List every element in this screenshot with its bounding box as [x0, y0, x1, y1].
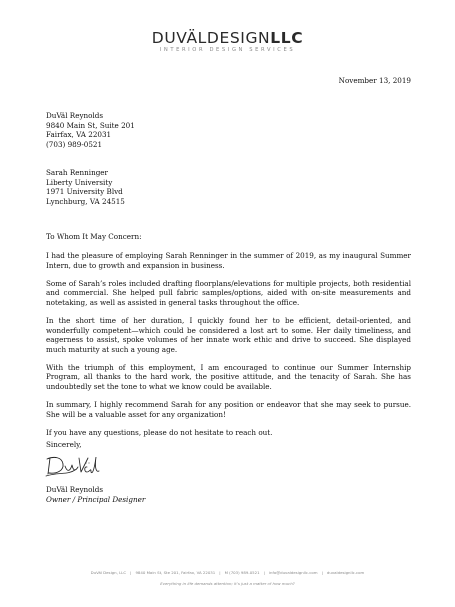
footer-email: info@duvaldesignllc.com	[268, 570, 318, 575]
body-paragraph: I had the pleasure of employing Sarah Renninger in the summer of 2019, as my inaugural Summer Intern, due to growth and expansion in business.	[46, 251, 411, 270]
brand-tagline: INTERIOR DESIGN SERVICES	[159, 47, 296, 53]
footer-website: duvaldesignllc.com	[326, 570, 365, 575]
closing: Sincerely,	[46, 440, 82, 449]
signer-block	[46, 485, 145, 504]
body-paragraph: If you have any questions, please do not hesitate to reach out.	[46, 427, 273, 437]
recipient-address	[46, 168, 125, 206]
brand-name	[0, 30, 455, 46]
letterhead-logo	[0, 30, 455, 53]
sender-street: 9840 Main St, Suite 201	[46, 120, 135, 130]
footer-company: DuVäl Design, LLC	[90, 570, 127, 575]
signature-graphic	[44, 452, 102, 480]
brand-name-bold: LLC	[270, 29, 304, 47]
salutation: To Whom It May Concern:	[46, 232, 142, 241]
handwritten-signature	[44, 452, 102, 484]
sender-address	[46, 111, 135, 149]
body-paragraph: With the triumph of this employment, I am encouraged to continue our Summer Internship Program, all thanks to the hard work, the positive attitude, and the tenacity of Sarah. She has undoubtedly set the tone to what we know could be available.	[46, 362, 411, 392]
signer-name: DuVäl Reynolds	[46, 485, 104, 494]
body-paragraph: Some of Sarah’s roles included drafting floorplans/elevations for multiple projects, both residential and commercial. She helped pull fabric samples/options, aided with on-site measurements and notetaking, as well as assisted in general tasks throughout the office.	[46, 278, 411, 307]
footer-phone: M (703) 989-0521	[224, 570, 260, 575]
recipient-org: Liberty University	[46, 177, 113, 187]
sender-phone: (703) 989-0521	[46, 139, 103, 149]
recipient-street: 1971 University Blvd	[46, 187, 123, 196]
letter-body	[46, 251, 411, 446]
page-footer	[0, 570, 455, 586]
sender-city: Fairfax, VA 22031	[46, 130, 112, 139]
body-paragraph: In the short time of her duration, I quickly found her to be efficient, detail-oriented, and wonderfully competent—which could be considered a lost art to some. Her daily timeliness, and eagerness to assist, spoke volumes of her innate work ethic and drive to succeed. She displayed much maturity at such a young age.	[46, 315, 411, 354]
recipient-name: Sarah Renninger	[46, 168, 108, 177]
brand-name-light: DUVÄLDESIGN	[151, 29, 271, 47]
body-paragraph: In summary, I highly recommend Sarah for any position or endeavor that she may seek to pursue. She will be a valuable asset for any organization!	[46, 400, 411, 419]
recipient-city: Lynchburg, VA 24515	[46, 196, 125, 206]
footer-address: 9840 Main St, Ste 201, Fairfax, VA 22031	[135, 570, 216, 575]
footer-contact-line: DuVäl Design, LLC | 9840 Main St, Ste 201, Fairfax, VA 22031 | M (703) 989-0521 | info@duvaldesignllc.com | duvaldesignllc.com	[90, 570, 365, 575]
footer-tagline: Everything in life demands attention; it’s just a matter of how much?	[160, 581, 295, 586]
letter-date: November 13, 2019	[338, 76, 411, 85]
sender-name: DuVäl Reynolds	[46, 111, 104, 120]
signer-title: Owner / Principal Designer	[46, 494, 146, 504]
